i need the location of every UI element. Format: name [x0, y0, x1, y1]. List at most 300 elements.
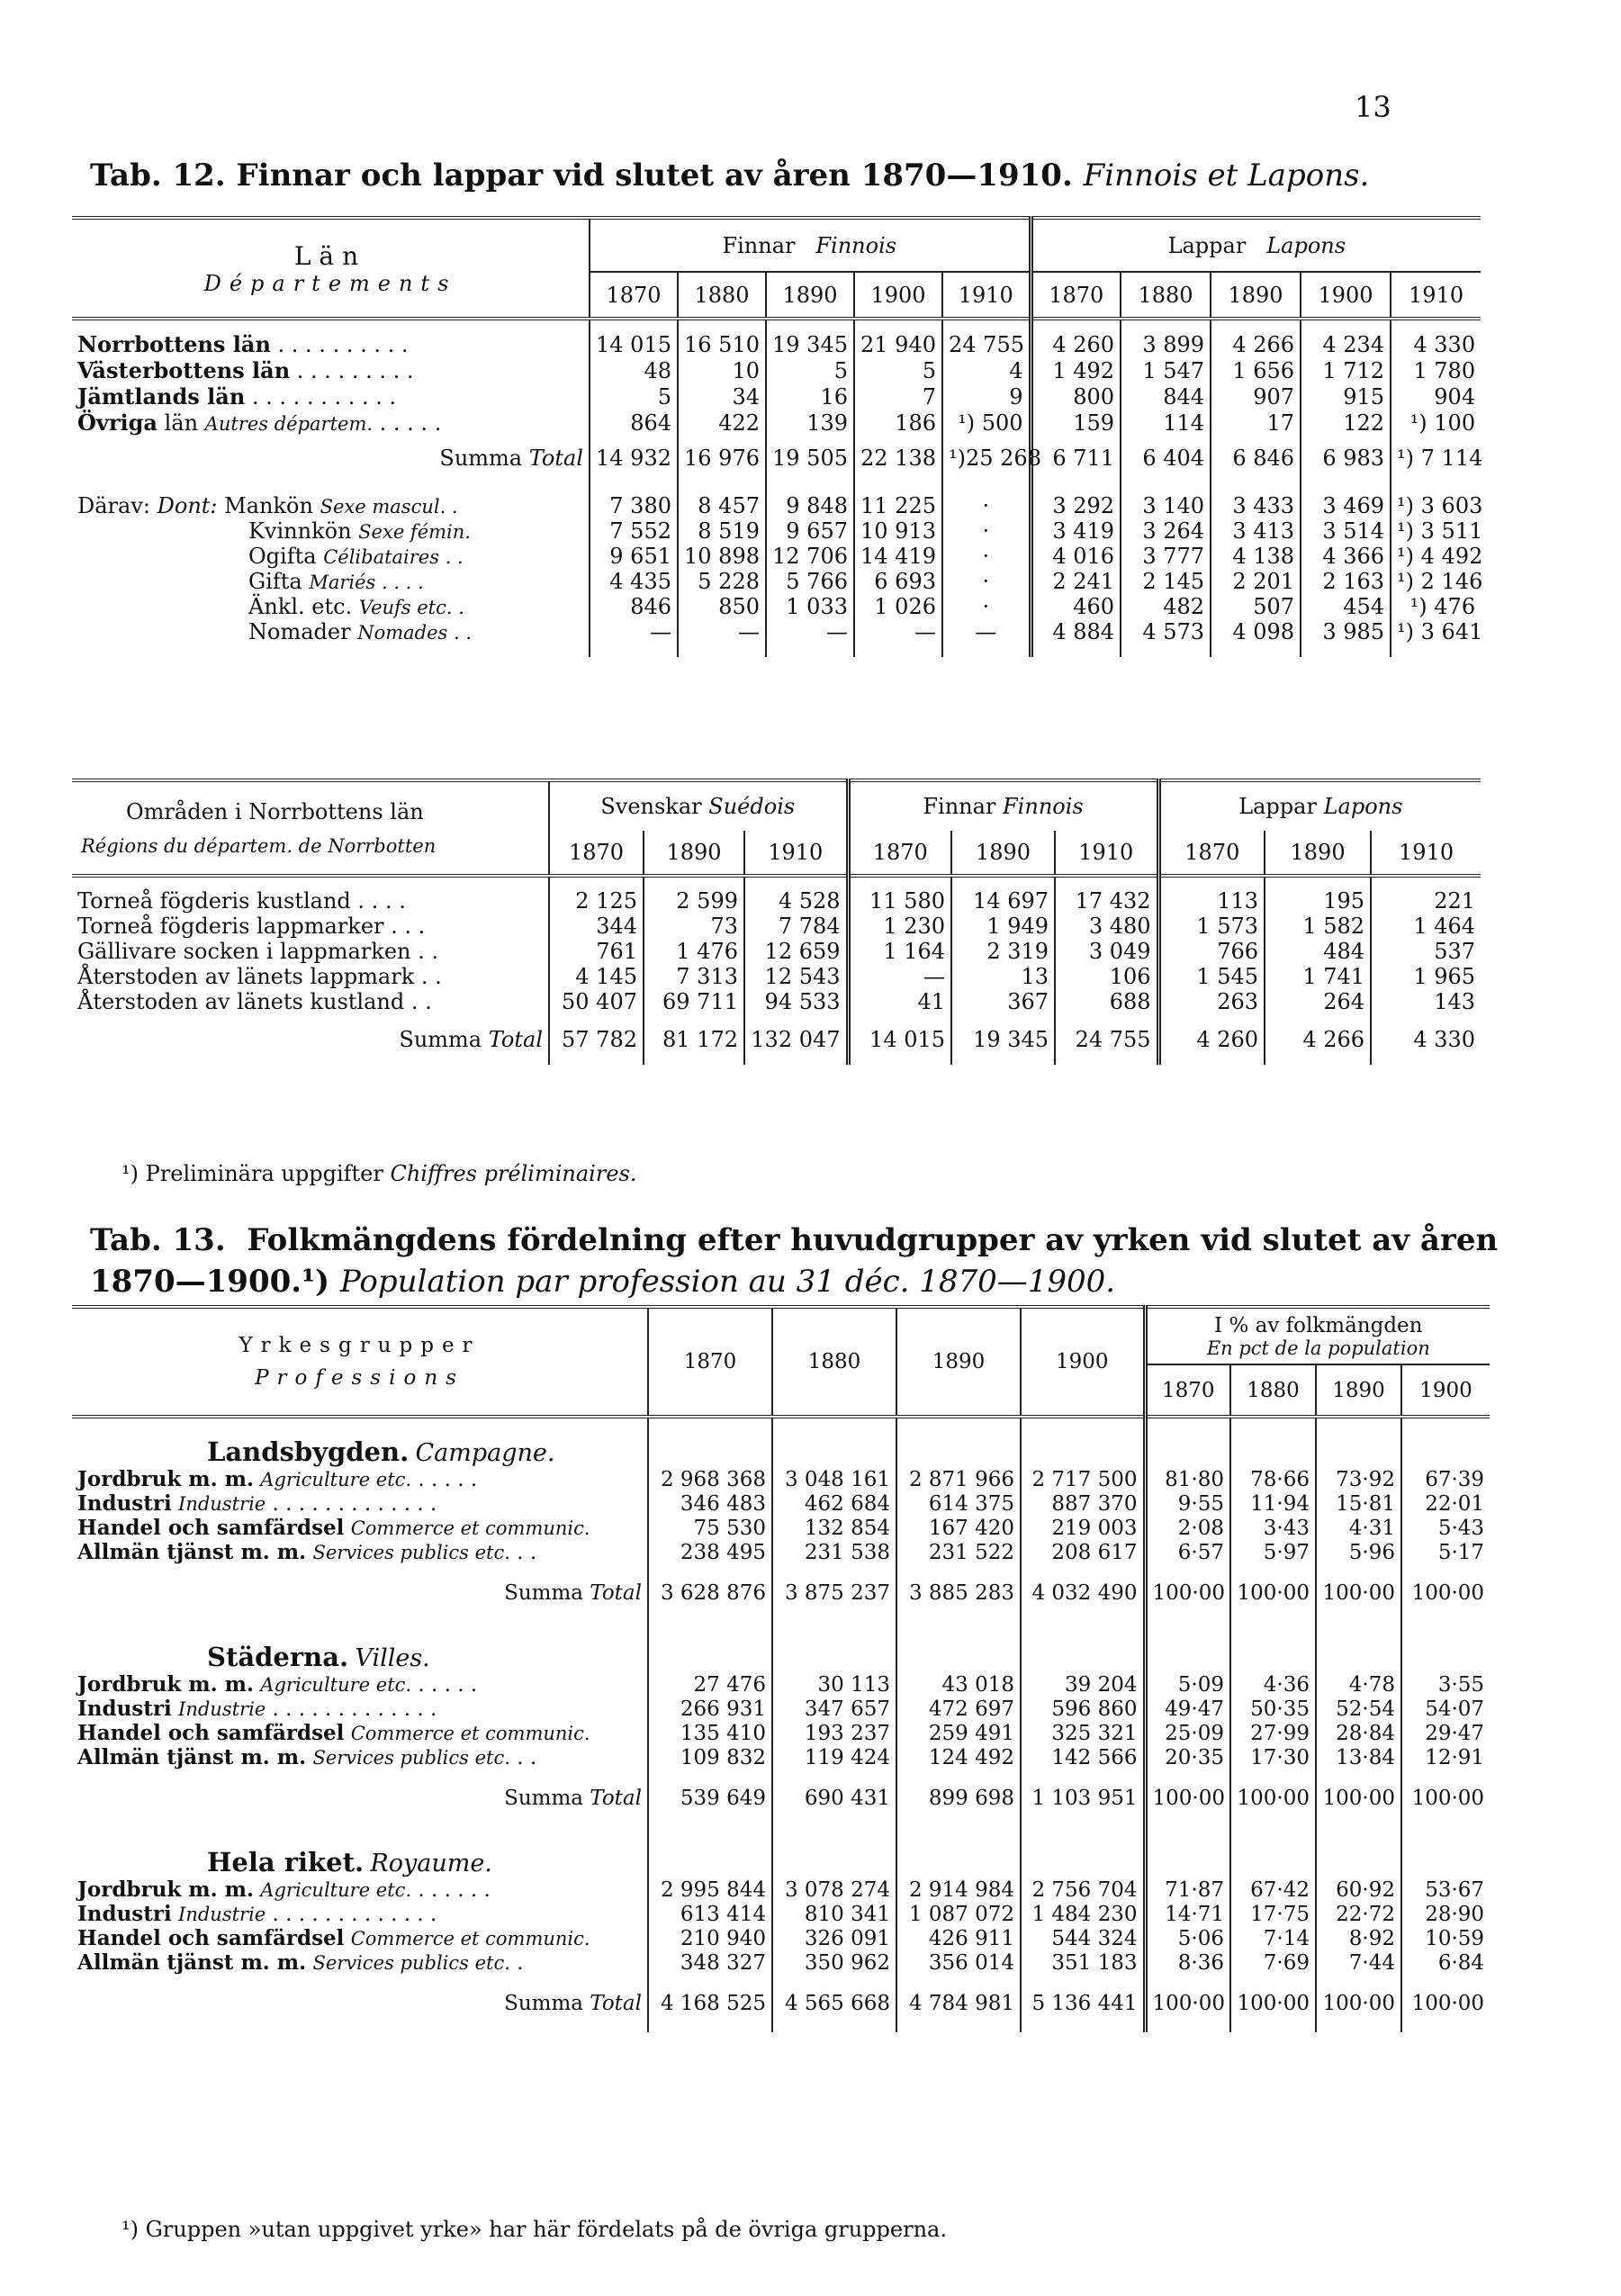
table-cell: —: [854, 619, 942, 644]
table-cell: 3 292: [1031, 493, 1121, 518]
table-cell: 5 228: [678, 569, 766, 594]
table-cell: 1 026: [854, 594, 942, 619]
table-cell: 3 264: [1121, 518, 1211, 544]
table-cell: 219 003: [1021, 1516, 1145, 1540]
table-cell: 43 018: [896, 1672, 1021, 1697]
table-cell: 4 016: [1031, 544, 1121, 569]
table-cell: 472 697: [896, 1697, 1021, 1721]
table-cell: 2 125: [549, 888, 644, 914]
table-cell: 264: [1265, 989, 1371, 1014]
table-cell: 22·01: [1401, 1491, 1490, 1516]
tab13-title-sv: Folkmängdens fördelning efter huvudgrupper av yrken vid slutet av åren 1870—1900.¹): [90, 1222, 1499, 1300]
total-cell: 132 047: [744, 1014, 848, 1065]
total-cell: 6 846: [1211, 436, 1301, 481]
table-cell: 907: [1211, 383, 1301, 410]
table-cell: 4 234: [1301, 331, 1391, 357]
table-cell: 1 965: [1371, 964, 1481, 989]
table-cell: 6·84: [1401, 1950, 1490, 1975]
table-cell: 8 519: [678, 518, 766, 544]
table-cell: 350 962: [772, 1950, 896, 1975]
total-cell: 100·00: [1401, 1769, 1490, 1827]
table-cell: 484: [1265, 939, 1371, 964]
table-cell: ·: [942, 544, 1031, 569]
table-cell: 208 617: [1021, 1540, 1145, 1564]
table-cell: 544 324: [1021, 1926, 1145, 1950]
year-header: 1910: [744, 831, 848, 876]
table-cell: 210 940: [648, 1926, 772, 1950]
table-cell: 3 049: [1055, 939, 1158, 964]
table-cell: 4 435: [590, 569, 678, 594]
year-header: 1870: [1031, 272, 1121, 319]
table-cell: 11·94: [1230, 1491, 1316, 1516]
table-cell: 5·06: [1145, 1926, 1230, 1950]
table-cell: 34: [678, 383, 766, 410]
table-cell: 2 871 966: [896, 1467, 1021, 1491]
tab12-title: [90, 158, 1369, 194]
total-row: [72, 1975, 1490, 2032]
table-cell: 2 145: [1121, 569, 1211, 594]
table-cell: ¹) 3 511: [1391, 518, 1481, 544]
table-cell: 54·07: [1401, 1697, 1490, 1721]
row-label: Handel och samfärdsel Commerce et communic.: [77, 1516, 590, 1540]
lan-header: Län Départements: [203, 240, 457, 296]
total-cell: 6 404: [1121, 436, 1211, 481]
table-cell: 48: [590, 357, 678, 383]
table-row: [72, 1902, 1490, 1926]
table-cell: 25·09: [1145, 1721, 1230, 1745]
table-cell: 614 375: [896, 1491, 1021, 1516]
table-row: [72, 1745, 1490, 1769]
table-cell: 3 048 161: [772, 1467, 896, 1491]
table-cell: 5: [590, 383, 678, 410]
total-cell: 1 103 951: [1021, 1769, 1145, 1827]
table-cell: 2 201: [1211, 569, 1301, 594]
table-cell: 8·36: [1145, 1950, 1230, 1975]
tab13-title: [90, 1220, 1557, 1302]
year-header: 1870: [549, 831, 644, 876]
total-cell: 14 932: [590, 436, 678, 481]
table-cell: 41: [848, 989, 951, 1014]
total-cell: 4 260: [1158, 1014, 1265, 1065]
year-header: 1900: [1301, 272, 1391, 319]
table-cell: 460: [1031, 594, 1121, 619]
total-label: Summa Total: [399, 1027, 543, 1052]
table-cell: 8 457: [678, 493, 766, 518]
total-cell: 100·00: [1145, 1769, 1230, 1827]
table-12-regions: [72, 779, 1481, 1065]
table-cell: 27 476: [648, 1672, 772, 1697]
tab12-title-fr: Finnois et Lapons.: [1083, 158, 1370, 194]
table-cell: 347 657: [772, 1697, 896, 1721]
table-cell: 142 566: [1021, 1745, 1145, 1769]
table-cell: 22·72: [1316, 1902, 1401, 1926]
total-row: [72, 1014, 1481, 1065]
section-title: Städerna. Villes.: [207, 1642, 430, 1672]
table-cell: 5·09: [1145, 1672, 1230, 1697]
tab13-label: Tab. 13.: [90, 1222, 226, 1258]
table-cell: 14 015: [590, 331, 678, 357]
table-row: [72, 1697, 1490, 1721]
table-cell: 1 741: [1265, 964, 1371, 989]
lappar-header: Lappar Lapons: [1031, 218, 1481, 272]
total-cell: 81 172: [644, 1014, 744, 1065]
year-header: 1890: [896, 1307, 1021, 1415]
section-title: Hela riket. Royaume.: [207, 1847, 492, 1877]
row-label: Industri Industrie . . . . . . . . . . . . .: [77, 1697, 437, 1721]
table-cell: 4 884: [1031, 619, 1121, 644]
table-cell: 1 656: [1211, 357, 1301, 383]
table-cell: 167 420: [896, 1516, 1021, 1540]
table-cell: 12 706: [766, 544, 854, 569]
table-cell: 11 225: [854, 493, 942, 518]
table-cell: 346 483: [648, 1491, 772, 1516]
table-cell: 81·80: [1145, 1467, 1230, 1491]
total-cell: 4 330: [1371, 1014, 1481, 1065]
table-cell: 29·47: [1401, 1721, 1490, 1745]
row-label: Handel och samfärdsel Commerce et communic.: [77, 1926, 590, 1950]
table-cell: 367: [951, 989, 1055, 1014]
table-cell: 193 237: [772, 1721, 896, 1745]
table-cell: —: [766, 619, 854, 644]
table-cell: 15·81: [1316, 1491, 1401, 1516]
table-cell: ·: [942, 594, 1031, 619]
table-cell: 761: [549, 939, 644, 964]
table-cell: 7·14: [1230, 1926, 1316, 1950]
year-header: 1880: [772, 1307, 896, 1415]
table-cell: 5: [854, 357, 942, 383]
table-cell: 462 684: [772, 1491, 896, 1516]
table-13: [72, 1305, 1490, 2032]
table-cell: 9·55: [1145, 1491, 1230, 1516]
table-cell: 186: [854, 410, 942, 436]
table-cell: 4 573: [1121, 619, 1211, 644]
table-cell: 1 164: [848, 939, 951, 964]
total-cell: 4 565 668: [772, 1975, 896, 2032]
table-row: [72, 569, 1481, 594]
table-cell: 17·75: [1230, 1902, 1316, 1926]
table-cell: 1 582: [1265, 914, 1371, 939]
table-cell: 904: [1391, 383, 1481, 410]
table-cell: 195: [1265, 888, 1371, 914]
table-row: [72, 1672, 1490, 1697]
table-cell: 2 163: [1301, 569, 1391, 594]
table-cell: ¹) 100: [1391, 410, 1481, 436]
table-cell: —: [848, 964, 951, 989]
table-row: [72, 410, 1481, 436]
table-cell: 325 321: [1021, 1721, 1145, 1745]
table-cell: 78·66: [1230, 1467, 1316, 1491]
table-cell: 4·36: [1230, 1672, 1316, 1697]
year-header: 1880: [678, 272, 766, 319]
table-cell: 4 330: [1391, 331, 1481, 357]
table-row: [72, 1926, 1490, 1950]
table-cell: 1 949: [951, 914, 1055, 939]
table-row: [72, 1491, 1490, 1516]
table-cell: 348 327: [648, 1950, 772, 1975]
table-cell: 7 380: [590, 493, 678, 518]
table-cell: 94 533: [744, 989, 848, 1014]
table-cell: ¹) 2 146: [1391, 569, 1481, 594]
table-cell: 3·43: [1230, 1516, 1316, 1540]
total-label: Summa Total: [504, 1581, 642, 1605]
table-cell: 53·67: [1401, 1877, 1490, 1902]
table-cell: 3 777: [1121, 544, 1211, 569]
table-cell: 69 711: [644, 989, 744, 1014]
total-cell: 3 875 237: [772, 1564, 896, 1622]
total-cell: 100·00: [1145, 1564, 1230, 1622]
table-cell: 9 657: [766, 518, 854, 544]
table-cell: 13·84: [1316, 1745, 1401, 1769]
table-cell: 4 145: [549, 964, 644, 989]
table-cell: 109 832: [648, 1745, 772, 1769]
row-label: Övriga län Autres départem. . . . . .: [77, 410, 442, 436]
table-cell: 3 433: [1211, 493, 1301, 518]
table-12: [72, 216, 1481, 657]
year-header: 1880: [1121, 272, 1211, 319]
row-label: Återstoden av länets kustland . .: [77, 989, 432, 1014]
table-row: [72, 357, 1481, 383]
total-label: Summa Total: [504, 1992, 642, 2015]
table-cell: 6 693: [854, 569, 942, 594]
section-title: Landsbygden. Campagne.: [207, 1436, 555, 1467]
table-cell: 507: [1211, 594, 1301, 619]
table-cell: 1 230: [848, 914, 951, 939]
total-cell: 16 976: [678, 436, 766, 481]
table-cell: 266 931: [648, 1697, 772, 1721]
table-cell: 1 573: [1158, 914, 1265, 939]
row-label: Jordbruk m. m. Agriculture etc. . . . . . .: [77, 1877, 491, 1902]
table-cell: 688: [1055, 989, 1158, 1014]
lappar-header: Lappar Lapons: [1158, 780, 1481, 831]
pct-header: I % av folkmängden En pct de la population: [1145, 1307, 1490, 1364]
table-cell: 2 241: [1031, 569, 1121, 594]
table-cell: 1 780: [1391, 357, 1481, 383]
table-cell: 4·78: [1316, 1672, 1401, 1697]
row-label: Nomader Nomades . .: [248, 619, 473, 644]
total-cell: 100·00: [1230, 1564, 1316, 1622]
table-cell: 850: [678, 594, 766, 619]
total-cell: 100·00: [1401, 1975, 1490, 2032]
table-cell: 39 204: [1021, 1672, 1145, 1697]
total-cell: 3 628 876: [648, 1564, 772, 1622]
group-header: Yrkesgrupper Professions: [239, 1334, 481, 1390]
table-cell: 6·57: [1145, 1540, 1230, 1564]
row-label: Jordbruk m. m. Agriculture etc. . . . . .: [77, 1672, 478, 1697]
table-cell: ¹) 3 603: [1391, 493, 1481, 518]
row-label: Gifta Mariés . . . .: [248, 569, 424, 594]
total-cell: 100·00: [1230, 1769, 1316, 1827]
row-label: Industri Industrie . . . . . . . . . . . . .: [77, 1902, 437, 1926]
table-row: [72, 383, 1481, 410]
table-cell: 1 464: [1371, 914, 1481, 939]
total-cell: 100·00: [1316, 1769, 1401, 1827]
total-cell: 4 784 981: [896, 1975, 1021, 2032]
table-cell: 10 898: [678, 544, 766, 569]
total-cell: 22 138: [854, 436, 942, 481]
row-label: Norrbottens län . . . . . . . . . .: [77, 331, 409, 357]
table-row: [72, 989, 1481, 1014]
table-cell: 887 370: [1021, 1491, 1145, 1516]
total-row: [72, 1769, 1490, 1827]
table-row: [72, 1467, 1490, 1491]
table-cell: 27·99: [1230, 1721, 1316, 1745]
year-header: 1910: [1371, 831, 1481, 876]
finnar-header: Finnar Finnois: [590, 218, 1031, 272]
table-cell: 1 033: [766, 594, 854, 619]
table-cell: 4 266: [1211, 331, 1301, 357]
table-cell: 24 755: [942, 331, 1031, 357]
total-cell: 4 032 490: [1021, 1564, 1145, 1622]
year-header: 1890: [951, 831, 1055, 876]
row-label: Återstoden av länets lappmark . .: [77, 964, 442, 989]
total-cell: 4 168 525: [648, 1975, 772, 2032]
svenskar-header: Svenskar Suédois: [549, 780, 848, 831]
table-cell: 20·35: [1145, 1745, 1230, 1769]
row-label: Handel och samfärdsel Commerce et communic.: [77, 1721, 590, 1745]
total-cell: 100·00: [1401, 1564, 1490, 1622]
table-row: [72, 1877, 1490, 1902]
table-cell: 135 410: [648, 1721, 772, 1745]
total-cell: 57 782: [549, 1014, 644, 1065]
total-cell: 100·00: [1316, 1975, 1401, 2032]
table-row: [72, 964, 1481, 989]
table-cell: 7 784: [744, 914, 848, 939]
total-cell: 100·00: [1316, 1564, 1401, 1622]
table-cell: 1 087 072: [896, 1902, 1021, 1926]
section-header: [72, 1622, 1490, 1672]
table-cell: 124 492: [896, 1745, 1021, 1769]
table-cell: 7: [854, 383, 942, 410]
table-cell: ·: [942, 569, 1031, 594]
table-cell: 231 538: [772, 1540, 896, 1564]
table-cell: 326 091: [772, 1926, 896, 1950]
year-header: 1910: [1055, 831, 1158, 876]
tab12-label: Tab. 12.: [90, 158, 226, 194]
table-row: [72, 888, 1481, 914]
table-cell: 351 183: [1021, 1950, 1145, 1975]
year-header: 1890: [1265, 831, 1371, 876]
table-cell: 2 995 844: [648, 1877, 772, 1902]
table-cell: 71·87: [1145, 1877, 1230, 1902]
table-cell: 7·69: [1230, 1950, 1316, 1975]
table-cell: 67·42: [1230, 1877, 1316, 1902]
table-cell: 10: [678, 357, 766, 383]
table-cell: 2 968 368: [648, 1467, 772, 1491]
total-cell: 19 505: [766, 436, 854, 481]
table-cell: 17: [1211, 410, 1301, 436]
table-cell: 4 138: [1211, 544, 1301, 569]
table-cell: 50 407: [549, 989, 644, 1014]
table-cell: 75 530: [648, 1516, 772, 1540]
table-cell: ¹) 500: [942, 410, 1031, 436]
table-row: [72, 914, 1481, 939]
total-label: Summa Total: [504, 1787, 642, 1810]
total-row: [72, 436, 1481, 481]
table-cell: 12 543: [744, 964, 848, 989]
table-cell: 52·54: [1316, 1697, 1401, 1721]
table-cell: 5: [766, 357, 854, 383]
finnar-header: Finnar Finnois: [848, 780, 1158, 831]
table-cell: 10 913: [854, 518, 942, 544]
table-cell: 122: [1301, 410, 1391, 436]
table-row: [72, 619, 1481, 644]
table-cell: 19 345: [766, 331, 854, 357]
year-header: 1870: [590, 272, 678, 319]
table-cell: 113: [1158, 888, 1265, 914]
table-cell: 28·84: [1316, 1721, 1401, 1745]
table-cell: 16 510: [678, 331, 766, 357]
table-cell: 4 528: [744, 888, 848, 914]
row-label: Änkl. etc. Veufs etc. .: [248, 594, 464, 619]
year-header: 1880: [1230, 1364, 1316, 1415]
table-cell: 4 260: [1031, 331, 1121, 357]
table-cell: 12 659: [744, 939, 848, 964]
table-cell: 1 484 230: [1021, 1902, 1145, 1926]
tab13-title-fr: Population par profession au 31 déc. 1870—1900.: [339, 1264, 1116, 1300]
table-cell: —: [590, 619, 678, 644]
table-cell: 3 514: [1301, 518, 1391, 544]
table-cell: 143: [1371, 989, 1481, 1014]
table-cell: 3 419: [1031, 518, 1121, 544]
table-cell: ¹) 4 492: [1391, 544, 1481, 569]
table-cell: ¹) 3 641: [1391, 619, 1481, 644]
section-header: [72, 1417, 1490, 1467]
table-cell: 7·44: [1316, 1950, 1401, 1975]
table-row: [72, 1516, 1490, 1540]
table-cell: 2 756 704: [1021, 1877, 1145, 1902]
total-cell: 5 136 441: [1021, 1975, 1145, 2032]
table-row: [72, 1950, 1490, 1975]
row-label: Ogifta Célibataires . .: [248, 544, 464, 569]
row-label: Jordbruk m. m. Agriculture etc. . . . . .: [77, 1467, 478, 1491]
table-cell: 4 098: [1211, 619, 1301, 644]
table-cell: 49·47: [1145, 1697, 1230, 1721]
row-label: Gällivare socken i lappmarken . .: [77, 939, 438, 964]
table-cell: 810 341: [772, 1902, 896, 1926]
total-cell: 690 431: [772, 1769, 896, 1827]
table-cell: 17·30: [1230, 1745, 1316, 1769]
table-cell: 132 854: [772, 1516, 896, 1540]
year-header: 1900: [854, 272, 942, 319]
table-cell: 16: [766, 383, 854, 410]
table-row: [72, 493, 1481, 518]
table-cell: 422: [678, 410, 766, 436]
table-cell: 454: [1301, 594, 1391, 619]
table-cell: 5·96: [1316, 1540, 1401, 1564]
row-label: Jämtlands län . . . . . . . . . . .: [77, 383, 397, 410]
table-cell: 5 766: [766, 569, 854, 594]
row-label: Allmän tjänst m. m. Services publics etc. . .: [77, 1745, 537, 1769]
table-cell: 800: [1031, 383, 1121, 410]
table-cell: 846: [590, 594, 678, 619]
table-row: [72, 544, 1481, 569]
total-cell: 19 345: [951, 1014, 1055, 1065]
table-cell: 344: [549, 914, 644, 939]
total-cell: 3 885 283: [896, 1564, 1021, 1622]
table-cell: 9 848: [766, 493, 854, 518]
region-header: Områden i Norrbottens län Régions du départem. de Norrbotten: [81, 799, 437, 857]
table-row: [72, 518, 1481, 544]
table-cell: 1 476: [644, 939, 744, 964]
table-cell: 3 078 274: [772, 1877, 896, 1902]
table-cell: 67·39: [1401, 1467, 1490, 1491]
row-label: Industri Industrie . . . . . . . . . . . . .: [77, 1491, 437, 1516]
page-number: 13: [1355, 90, 1391, 124]
total-cell: ¹) 7 114: [1391, 436, 1481, 481]
table-cell: 2 914 984: [896, 1877, 1021, 1902]
year-header: 1900: [1401, 1364, 1490, 1415]
table-cell: 14·71: [1145, 1902, 1230, 1926]
